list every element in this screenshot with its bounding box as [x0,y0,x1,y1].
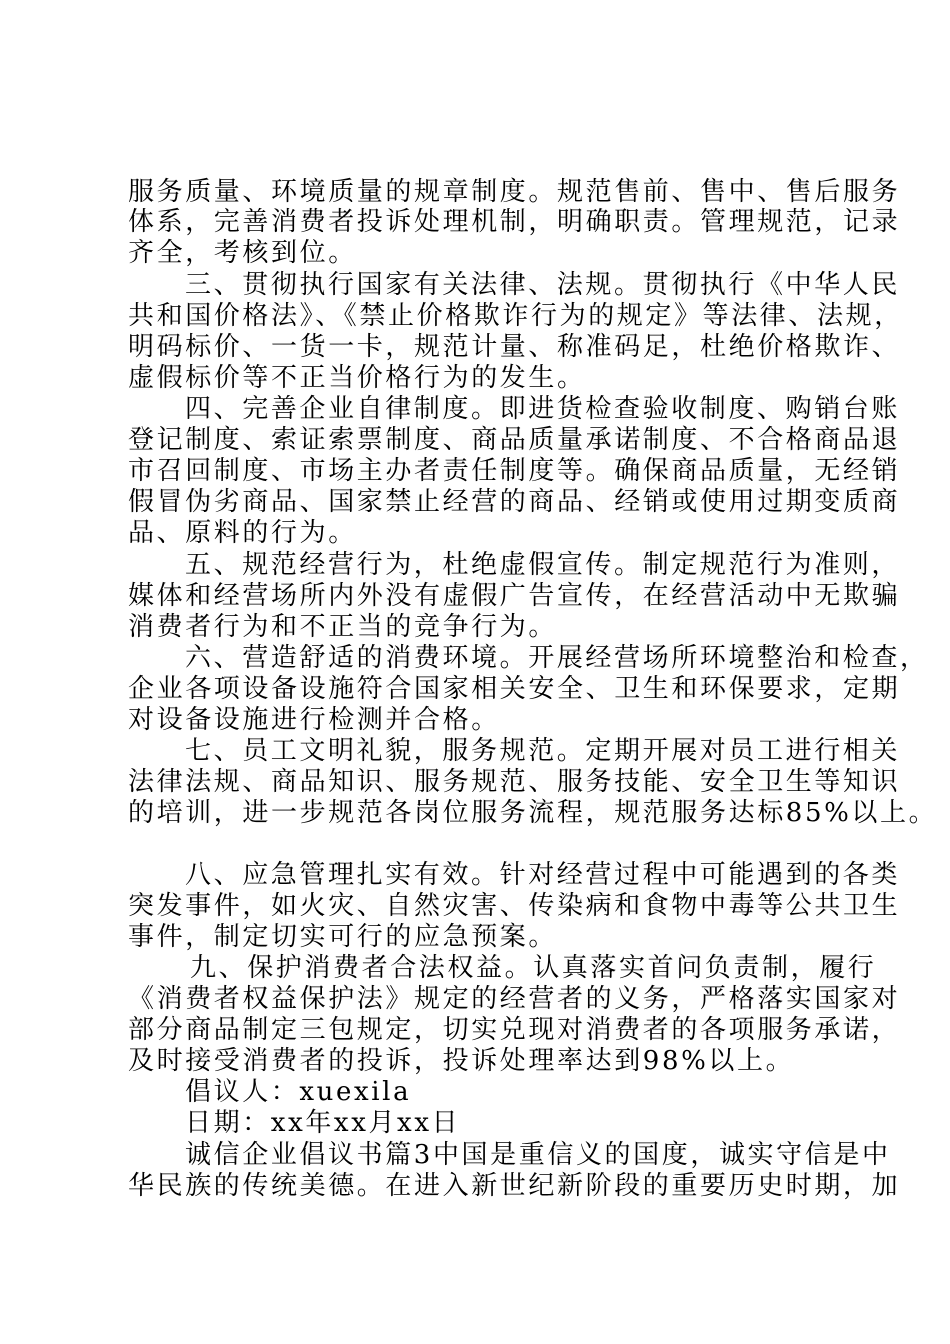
text-line: 诚信企业倡议书篇3中国是重信义的国度，诚实守信是中 [185,1140,891,1170]
text-line: 突发事件，如火灾、自然灾害、传染病和食物中毒等公共卫生 [128,891,901,921]
text-line: 的培训，进一步规范各岗位服务流程，规范服务达标85%以上。 [128,798,938,828]
text-line: 四、完善企业自律制度。即进货检查验收制度、购销台账 [185,394,901,424]
text-line: 假冒伪劣商品、国家禁止经营的商品、经销或使用过期变质商 [128,487,901,517]
signer-line: 倡议人：xuexila [185,1077,412,1107]
text-line: 虚假标价等不正当价格行为的发生。 [128,363,586,393]
text-line: 三、贯彻执行国家有关法律、法规。贯彻执行《中华人民 [185,270,901,300]
text-line: 法律法规、商品知识、服务规范、服务技能、安全卫生等知识 [128,767,901,797]
text-line: 华民族的传统美德。在进入新世纪新阶段的重要历史时期，加 [128,1171,901,1201]
text-line: 服务质量、环境质量的规章制度。规范售前、售中、售后服务 [128,177,901,207]
text-line: 七、员工文明礼貌，服务规范。定期开展对员工进行相关 [185,736,901,766]
text-line: 齐全，考核到位。 [128,238,357,268]
text-line: 八、应急管理扎实有效。针对经营过程中可能遇到的各类 [185,860,901,890]
text-line: 部分商品制定三包规定，切实兑现对消费者的各项服务承诺， [128,1015,901,1045]
text-line: 及时接受消费者的投诉，投诉处理率达到98%以上。 [128,1046,795,1076]
text-line: 媒体和经营场所内外没有虚假广告宣传，在经营活动中无欺骗 [128,581,901,611]
text-line: 市召回制度、市场主办者责任制度等。确保商品质量，无经销 [128,456,901,486]
text-line: 企业各项设备设施符合国家相关安全、卫生和环保要求，定期 [128,674,901,704]
text-line: 明码标价、一货一卡，规范计量、称准码足，杜绝价格欺诈、 [128,332,901,362]
text-line: 体系，完善消费者投诉处理机制，明确职责。管理规范，记录 [128,207,901,237]
text-line: 六、营造舒适的消费环境。开展经营场所环境整治和检查， [185,643,929,673]
date-line: 日期：xx年xx月xx日 [185,1108,461,1138]
text-line: 登记制度、索证索票制度、商品质量承诺制度、不合格商品退 [128,425,901,455]
text-line: 共和国价格法》、《禁止价格欺诈行为的规定》等法律、法规， [128,301,903,331]
text-line: 对设备设施进行检测并合格。 [128,705,500,735]
text-line: 事件，制定切实可行的应急预案。 [128,922,558,952]
text-line: 品、原料的行为。 [128,518,357,548]
text-line: 消费者行为和不正当的竞争行为。 [128,612,558,642]
text-line: 《消费者权益保护法》规定的经营者的义务，严格落实国家对 [128,984,901,1014]
text-line: 九、保护消费者合法权益。认真落实首问负责制，履行 [190,953,877,983]
text-line: 五、规范经营行为，杜绝虚假宣传。制定规范行为准则， [185,550,901,580]
